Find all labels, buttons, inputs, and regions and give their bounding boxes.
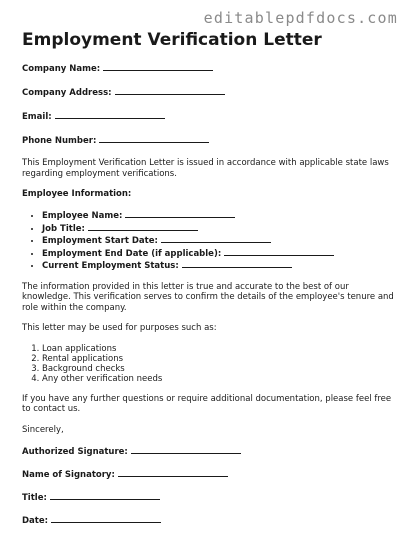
company-address-label: Company Address:	[22, 88, 112, 98]
letter-page	[22, 30, 394, 537]
signatory-name-blank[interactable]	[118, 468, 228, 477]
list-item	[42, 222, 394, 235]
employee-info-list	[22, 209, 394, 272]
signatory-title-label: Title:	[22, 493, 47, 503]
employee-name-label: Employee Name:	[42, 211, 123, 221]
company-address-blank[interactable]	[115, 86, 225, 95]
date-label: Date:	[22, 516, 49, 526]
employee-name-blank[interactable]	[125, 209, 235, 218]
company-name-field	[22, 62, 394, 75]
signatory-name-label: Name of Signatory:	[22, 470, 115, 480]
authorized-signature-field	[22, 445, 394, 458]
accuracy-paragraph: The information provided in this letter is true and accurate to the best of our knowledge. This verification serves to confirm the details of the employee's tenure and role within the company.	[22, 281, 394, 313]
job-title-blank[interactable]	[88, 222, 198, 231]
signatory-title-blank[interactable]	[50, 491, 160, 500]
authorized-signature-label: Authorized Signature:	[22, 447, 128, 457]
closing-text: Sincerely,	[22, 424, 64, 435]
company-name-label: Company Name:	[22, 64, 101, 74]
signatory-name-field	[22, 468, 394, 481]
list-item: 1. Loan applications	[42, 344, 394, 354]
list-item	[42, 209, 394, 222]
list-item: 4. Any other verification needs	[42, 374, 394, 384]
end-date-label: Employment End Date (if applicable):	[42, 248, 222, 259]
end-date-blank[interactable]	[224, 247, 334, 256]
company-name-blank[interactable]	[103, 62, 213, 71]
phone-number-label: Phone Number:	[22, 136, 97, 146]
letter-title: Employment Verification Letter	[22, 30, 322, 50]
contact-paragraph: If you have any further questions or require additional documentation, please feel free to contact us.	[22, 393, 392, 414]
employee-info-heading: Employee Information:	[22, 189, 132, 199]
list-item: 2. Rental applications	[42, 354, 394, 364]
intro-paragraph: This Employment Verification Letter is issued in accordance with applicable state laws regarding employment verifications.	[22, 158, 389, 179]
job-title-label: Job Title:	[42, 223, 85, 234]
email-label: Email:	[22, 112, 52, 122]
list-item	[42, 259, 394, 272]
list-item: 3. Background checks	[42, 364, 394, 374]
start-date-blank[interactable]	[161, 234, 271, 243]
email-field	[22, 110, 394, 123]
date-field	[22, 514, 394, 527]
list-item	[42, 234, 394, 247]
phone-number-field	[22, 134, 394, 147]
employment-status-blank[interactable]	[182, 259, 292, 268]
date-blank[interactable]	[51, 514, 161, 523]
employment-status-label: Current Employment Status:	[42, 261, 179, 271]
site-watermark: editablepdfdocs.com	[203, 9, 398, 27]
purposes-list	[22, 344, 394, 384]
phone-number-blank[interactable]	[99, 134, 209, 143]
authorized-signature-blank[interactable]	[131, 445, 241, 454]
signatory-title-field	[22, 491, 394, 504]
email-blank[interactable]	[55, 110, 165, 119]
start-date-label: Employment Start Date:	[42, 236, 158, 246]
list-item	[42, 247, 394, 260]
purposes-intro: This letter may be used for purposes such as:	[22, 323, 217, 333]
company-address-field	[22, 86, 394, 99]
